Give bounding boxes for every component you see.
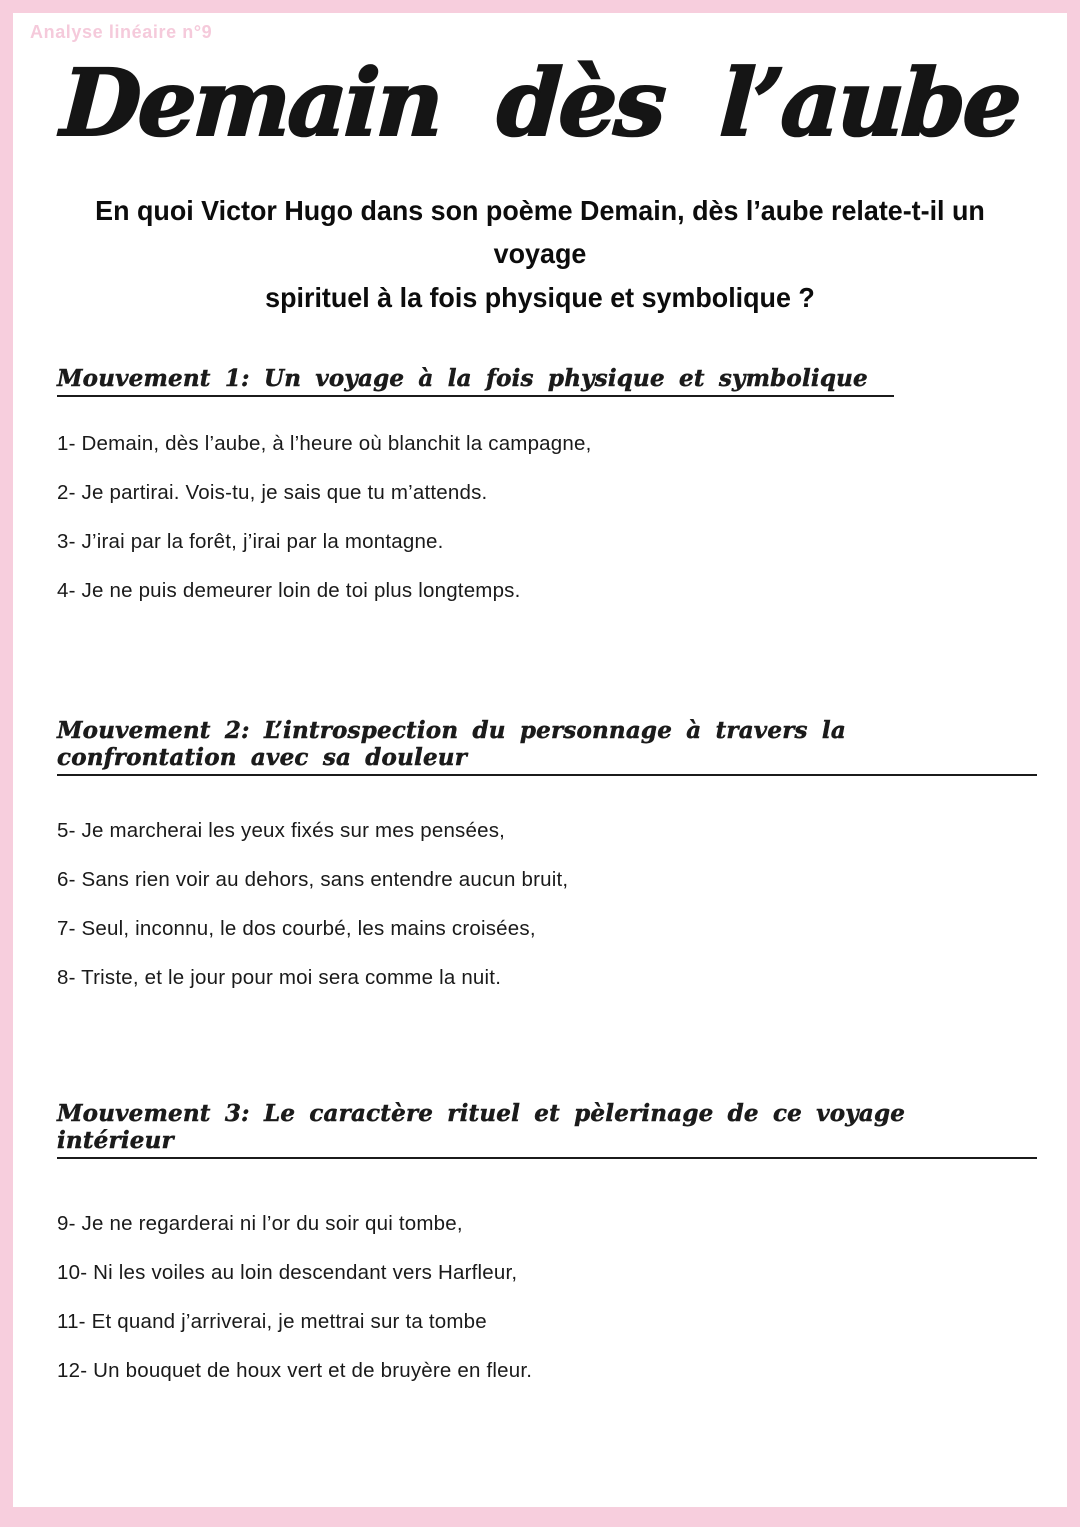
movement-2-heading — [57, 717, 1037, 776]
movement-3-heading — [57, 1100, 1037, 1159]
analysis-number-label: Analyse linéaire n°9 — [30, 22, 213, 42]
movement-3-heading-text: Mouvement 3: Le caractère rituel et pèlerinage de ce voyage intérieur — [57, 1100, 1037, 1159]
verse-line-12: 12- Un bouquet de houx vert et de bruyère en fleur. — [57, 1359, 533, 1383]
movement-2-heading-text: Mouvement 2: L’introspection du personnage à travers la confrontation avec sa douleur — [57, 717, 1037, 776]
question-line-1: En quoi Victor Hugo dans son poème Demain, dès l’aube relate-t-il un voyage — [95, 195, 985, 270]
movement-1-heading — [57, 365, 1037, 397]
verse-line-11: 11- Et quand j’arriverai, je mettrai sur ta tombe — [57, 1310, 487, 1334]
question-line-2: spirituel à la fois physique et symbolique ? — [265, 281, 815, 313]
verse-line-10: 10- Ni les voiles au loin descendant vers Harfleur, — [57, 1261, 518, 1285]
verse-line-9: 9- Je ne regarderai ni l’or du soir qui tombe, — [57, 1212, 463, 1236]
verse-line-8: 8- Triste, et le jour pour moi sera comme la nuit. — [57, 966, 502, 990]
analysis-content — [13, 365, 1067, 1381]
verse-group-1 — [57, 433, 1037, 601]
verse-line-7: 7- Seul, inconnu, le dos courbé, les mains croisées, — [57, 917, 536, 941]
movement-1-heading-text: Mouvement 1: Un voyage à la fois physique et symbolique — [57, 365, 894, 397]
poem-title: Demain dès l’aube — [58, 49, 1022, 157]
verse-line-6: 6- Sans rien voir au dehors, sans entendre aucun bruit, — [57, 868, 569, 892]
verse-line-2: 2- Je partirai. Vois-tu, je sais que tu m’attends. — [57, 481, 488, 505]
verse-line-4: 4- Je ne puis demeurer loin de toi plus longtemps. — [57, 579, 521, 603]
verse-group-2 — [57, 820, 1037, 988]
problematique-question — [55, 189, 1025, 319]
verse-line-3: 3- J’irai par la forêt, j’irai par la montagne. — [57, 530, 444, 554]
verse-group-3 — [57, 1213, 1037, 1381]
document-page — [13, 13, 1067, 1507]
verse-line-1: 1- Demain, dès l’aube, à l’heure où blanchit la campagne, — [57, 432, 592, 456]
verse-line-5: 5- Je marcherai les yeux fixés sur mes pensées, — [57, 819, 506, 843]
